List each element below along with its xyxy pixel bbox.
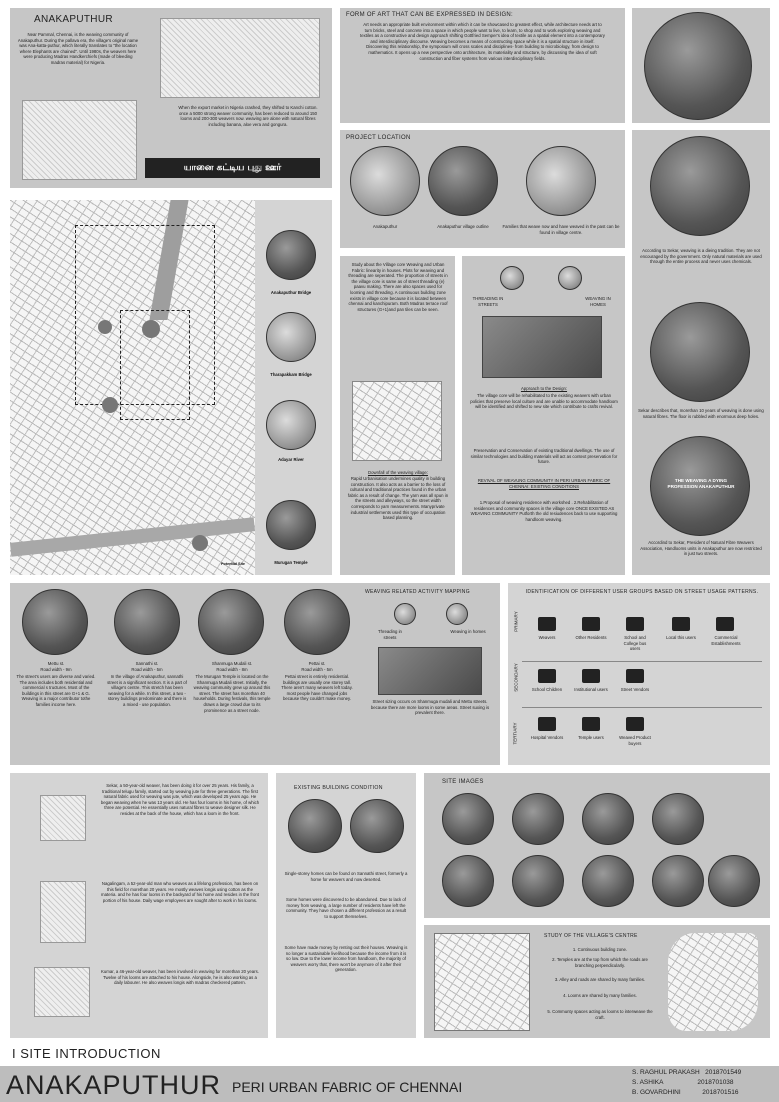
users-heading: IDENTIFICATION OF DIFFERENT USER GROUPS BASED ON STREET USAGE PATTERNS. (525, 589, 759, 595)
loom-photo-panel (632, 8, 770, 123)
site-image-2 (512, 793, 564, 845)
section-title: I SITE INTRODUCTION (12, 1046, 161, 1061)
temple-icon (582, 717, 600, 731)
centre-panel (424, 925, 770, 1038)
threading-icon (500, 266, 524, 290)
street-name-pettai: Pettai st. (308, 661, 326, 666)
users-divider-2 (522, 707, 762, 708)
tamil-title: யானை கட்டிய புது ஊர் (145, 158, 320, 178)
approach-title: Approach to the Design: (520, 386, 568, 391)
hospital-icon (538, 717, 556, 731)
primary-user-1: Weavers (538, 635, 556, 640)
village-outline-map (668, 933, 758, 1031)
footer-author-3: B. GOVARDHINI 2018701516 (632, 1089, 739, 1096)
approach-para: The village core will be rehabilitated to the existing weavers with urban policies that preserve local culture and are unable to accommodate handloom will be identified and shifted to new site which contribute to crafts revival. (470, 393, 618, 410)
site-image-1 (442, 793, 494, 845)
centre-point-5: 5. Communty spaces acting as looms to interweave the craft. (547, 1009, 653, 1020)
interview-kumar: Kumar, a 46-year-old weaver, has been involved in weaving for morethan 20 years. Twelve of his looms are attached to his house. Alongside, he is also working as a daily labourer. He also weaves longis with madras checkered pattern. (101, 969, 259, 986)
existing-photo-2 (350, 799, 404, 853)
footer-bar (0, 1066, 779, 1102)
existing-para2: Some homes were discovered to be abandoned. Due to lack of money from weaving, a large number of residents have left the community. They have chosen a different profession as a result to support themselves. (285, 897, 407, 919)
weaving-icon (558, 266, 582, 290)
activity-threading-icon (394, 603, 416, 625)
users-row-tertiary: TERTIARY (512, 722, 518, 745)
existing-heading: EXISTING BUILDING CONDITION (294, 785, 383, 791)
intro-title: ANAKAPUTHUR (34, 14, 113, 25)
interview-sekar: Sekar, a 50-year-old weaver, has been doing it for over 25 years. His family, a traditional telugu family, started out by weaving jute for three generations. The first natural fabric used for weaving was jute, which was developed 25 years ago. He began weaving when he was 13 years old. He has four looms in his home, of which three are potential. He essentially uses natural fibres to weave designer silk. He resides at the back of the house, which has a loom in the front. (100, 783, 260, 816)
vendor-icon (626, 669, 644, 683)
tertiary-user-2: Temple users (578, 735, 604, 740)
street-desc-mettu: The street's users are diverse and varied. The area includes both residential and commercial s tructures. Most of the buildings in this street are G+1 & G. Weaving is a major contributor tothe families income here. (16, 674, 96, 707)
weaver-note-1: According to Sekar, weaving is a dieing tradition. They are not encouraged by the government. Only natural materials are used through the entire process and never uses chemicals. (640, 248, 762, 265)
activity-weaving-label: Weaving in homes (450, 629, 486, 634)
users-row-primary: PRIMARY (513, 611, 519, 632)
location-caption-1: Anakaputhur (372, 224, 398, 229)
street-width-pettai: Road width - 5m (301, 667, 333, 672)
river-label: Adayar River (278, 457, 304, 462)
primary-user-4: Local this users (666, 635, 696, 640)
potential-site-4 (192, 535, 208, 551)
secondary-user-1: School Children (531, 687, 563, 692)
users-row-secondary: SECONDARY (513, 663, 519, 692)
activity-heading: WEAVING RELATED ACTIVITY MAPPING (365, 589, 470, 595)
location-map-centre (526, 146, 596, 216)
bridge-photo-2 (266, 312, 316, 362)
location-caption-3: Families that weave now and have weaved in the past can be found in village centre. (502, 224, 620, 235)
threading-label: THREADING IN STREETS (472, 296, 504, 307)
weavers-icon (538, 617, 556, 631)
weaver-notes-panel (632, 130, 770, 575)
village-core-map (352, 381, 442, 461)
loom-photo (644, 12, 752, 120)
users-divider-1 (522, 661, 762, 662)
secondary-user-3: Street Vendors (620, 687, 650, 692)
revival-para: 1.Proposal of weaving residence with workshed . 2.Rehabilitation of residences and community spaces in the village core ONCE EXISTED AS WEAVING COMMUNITY Putforth the old resiudences back to use supporting handloom weaving. (470, 500, 618, 522)
interviews-panel (10, 773, 268, 1038)
weaver-note-2: Sekar describes that, morethan 10 years of weaving is done using natural fibres. The floor is rubbled with enormous deep holes. (638, 408, 764, 419)
intro-panel (10, 8, 332, 188)
location-map-city (350, 146, 420, 216)
street-desc-shanmuga: The Murugan Temple is located on the Shanmuga Mudali street. Initially, the weaving community grew up around this street. The street has morethan 40 households. During festivals, this temple draws a large crowd due to its prominence as a street node. (193, 674, 271, 713)
footer-author-1: S. RAGHUL PRAKASH 2018701549 (632, 1069, 742, 1076)
street-width-shanmuga: Road width - 8m (216, 667, 248, 672)
weaver-note-3: Accordind to Sekar, President of Natural Fibre Weavers Association, Handlooms units in Anakaputhur are now restricted in just two streets. (640, 540, 762, 557)
site-image-8 (652, 855, 704, 907)
revival-title: REVIVAL OF WEAVUNG COMMUNITY IN PERI URBAN FABRIC OF CHENNAI: EXISTING CONDITIONS (477, 478, 611, 489)
existing-panel (276, 773, 416, 1038)
bridge-photo-1 (266, 230, 316, 280)
activity-threading-label: Threading in streets (378, 629, 402, 640)
temple-label: Murugan Temple (274, 560, 308, 565)
site-images-panel (424, 773, 770, 918)
location-heading: PROJECT LOCATION (346, 135, 411, 141)
intro-para2: When the export market in Nigeria crashed, they shifted to Kanchi cotton. once a 5000 strong weaver community, has been reduced to around 150 looms and 200-300 weavers now. weaving are alone with natural fibres including banana, aloe vera and gongura. (178, 105, 318, 127)
street-width-mettu: Road width - 9m (40, 667, 72, 672)
centre-point-3: 3. Alley and roads are shared by many families. (554, 977, 646, 982)
nagalingam-portrait (40, 881, 86, 943)
village-core-para: Study about the Village core Weaving and Urban Fabric: linearity in houses. Plots for weaving and threading are seperated. The proportion of streets in the village core is same as of street threading (e) paavu making. There are also spaces used for looming and threading. A continuous building zone exists in village core because it is located between chennai and kanchipuram. Both Madras terrace roof structures (G+1)and pan tiles can be seen. (348, 262, 448, 312)
site-image-3 (582, 793, 634, 845)
activity-para: Street sizing occurs on Shanmuga mudali and Mettu streets. because there are more looms in some areas. Street suxing is prevalent there. (370, 699, 490, 716)
site-images-heading: SITE IMAGES (442, 779, 484, 785)
street-photo-mettu (22, 589, 88, 655)
location-panel (340, 130, 625, 248)
commercial-icon (716, 617, 734, 631)
art-para: Art needs an appropriate built environment within which it can be showcased to greatest effect, while architecture needs art to turn bricks, steel and concrete into a space in which people want to live, to learn, to shop and to work.exploring weaving and textiles as a constructive and design approach shifting Gottfried Semper's idea of textile as a spatial element into a contemporary and interdisciplinary discourse. Weaving becomes a means of constructing space while it is a spatial structure in itself. Discovering this relationship, the symposium will cross scales and disciplines- from building to microbiology, from design to mathematics. It opens up a new perspective onto architecture, its materiality and structure, by discussing the idea of soft construction and fiber systems from various interdisciplinary fields. (360, 22, 605, 61)
local-users-icon (672, 617, 690, 631)
potential-site-label: Potential Site (220, 562, 246, 566)
street-name-sannathi: Sannathi st. (135, 661, 159, 666)
kumar-portrait (34, 967, 90, 1017)
street-name-shanmuga: Shanmuga Mudali st. (211, 661, 253, 666)
existing-para3: Some have made money by renting out their houses. Weaving is no longer a sustainable livelihood because the income from it is so low. Due to the lower income from handloom, the majority of weavers worry that, there won't be anymore of it after their generation. (284, 945, 408, 973)
primary-user-3: School and College bus users (623, 635, 647, 652)
bridge-label-2: Tharapakkam Bridge (270, 372, 312, 377)
site-image-9 (708, 855, 760, 907)
potential-site-1 (98, 320, 112, 334)
site-image-7 (582, 855, 634, 907)
sekar-portrait (40, 795, 86, 841)
weaver-photo-2 (650, 302, 750, 402)
street-desc-pettai: Pettai street is entirely residential. buildings are usually one storey tall. There aren't many weavers left today. most people have changed jobs because they couldn't make money. (281, 674, 353, 702)
street-width-sannathi: Road width - 5m (131, 667, 163, 672)
street-desc-sannathi: In the village of Anakaputhur, sannathi street is a significant section. It is a part of village's centre. This stretch has been weaving for a while. In this street, a two - storey buildings predominate and there is a mixed - use population. (107, 674, 187, 707)
approach-para2: Preservation and Conservation of existing traditional dwellings. The use of similar technologies and building materials will act as context preservation for future. (470, 448, 618, 465)
primary-user-2: Other Residents (575, 635, 607, 640)
site-image-6 (512, 855, 564, 907)
footer-subtitle: PERI URBAN FABRIC OF CHENNAI (232, 1079, 463, 1095)
buyers-icon (626, 717, 644, 731)
raft-sketch (160, 18, 320, 98)
street-photo-sannathi (114, 589, 180, 655)
centre-point-4: 4. Looms are shared by many families. (563, 993, 637, 998)
existing-photo-1 (288, 799, 342, 853)
art-panel (340, 8, 625, 123)
weaving-label: WEAVING IN HOMES (585, 296, 611, 307)
weaver-photo-1 (650, 136, 750, 236)
dying-profession-banner: THE WEAVING A DYING PROFESSION ANAKAPUTHUR (667, 478, 735, 489)
village-sketch (22, 100, 137, 180)
street-photo (482, 316, 602, 378)
tertiary-user-3: Weaved Product buyers (619, 735, 651, 746)
institutional-icon (582, 669, 600, 683)
residents-icon (582, 617, 600, 631)
existing-para: Single-storey homes can be found on Sannathi street, formerly a home for weavers and now deserted. (284, 871, 408, 882)
school-children-icon (538, 669, 556, 683)
location-caption-2: Anakaputhur village outline (437, 224, 489, 229)
street-photo-pettai (284, 589, 350, 655)
footer-author-2: S. ASHIKA 2018701038 (632, 1079, 734, 1086)
activity-photo (378, 647, 482, 695)
interview-nagalingam: Nagalingam, a 52-year-old man who weaves as a lifelong profession, has been on this field for morethan 20 years. He mostly weaves longis using cotton as the materia. and he has four looms in the backyard of his home and resides in the front portion of his house. Daily wage employees are sought after to work in his looms. (101, 881, 259, 903)
bridge-label-1: Anakaputhur Bridge (270, 290, 312, 295)
site-image-5 (442, 855, 494, 907)
village-core-panel (340, 256, 455, 575)
downfall-para: Rapid Urbanisation undermines quality in building construction. It also acts as a barrier to the loss of cultural and traditional practices found in the urban fabric as a result of change. The yarn was all spun in the streets and alleyways, so the street width corresponds to yarn measurements. Manyprivate industrial settlements used this type of occupation based planning. (347, 476, 449, 521)
potential-site-3 (102, 397, 118, 413)
footer-title: ANAKAPUTHUR (6, 1070, 222, 1100)
site-image-4 (652, 793, 704, 845)
tertiary-user-1: Hospital Vendors (530, 735, 564, 740)
art-heading: FORM OF ART THAT CAN BE EXPRESSED IN DESIGN: (346, 12, 514, 18)
potential-site-2 (142, 320, 160, 338)
secondary-user-2: Institutional users (574, 687, 608, 692)
primary-user-5: Commercial Establishments (711, 635, 741, 646)
river-photo (266, 400, 316, 450)
downfall-title: Downfall of the weaving village: (368, 470, 428, 475)
centre-map (434, 933, 530, 1031)
map-panel (10, 200, 332, 575)
temple-photo (266, 500, 316, 550)
users-panel (508, 583, 770, 765)
approach-panel (462, 256, 625, 575)
street-photo-shanmuga (198, 589, 264, 655)
activity-weaving-icon (446, 603, 468, 625)
centre-heading: STUDY OF THE VILLAGE'S CENTRE (544, 933, 638, 939)
street-name-mettu: Mettu st. (47, 661, 65, 666)
centre-point-2: 2. Temples are at the top from which the roads are branching perpendicularly. (552, 957, 648, 968)
centre-point-1: 1. Continuous building zone. (572, 947, 628, 952)
location-map-village (428, 146, 498, 216)
bus-icon (626, 617, 644, 631)
streets-panel (10, 583, 500, 765)
intro-para: Near Pammal, Chennai, is the weaving community of Anakaputhur. During the pallava era, the village's original name was Ana-katta-puthur, which literally translates to "the location where Elephants are chained". Until 1980s, the weavers here were producing Madras Handkerchiefs (made of bleeding madras material) for Nigeria. (17, 32, 139, 65)
